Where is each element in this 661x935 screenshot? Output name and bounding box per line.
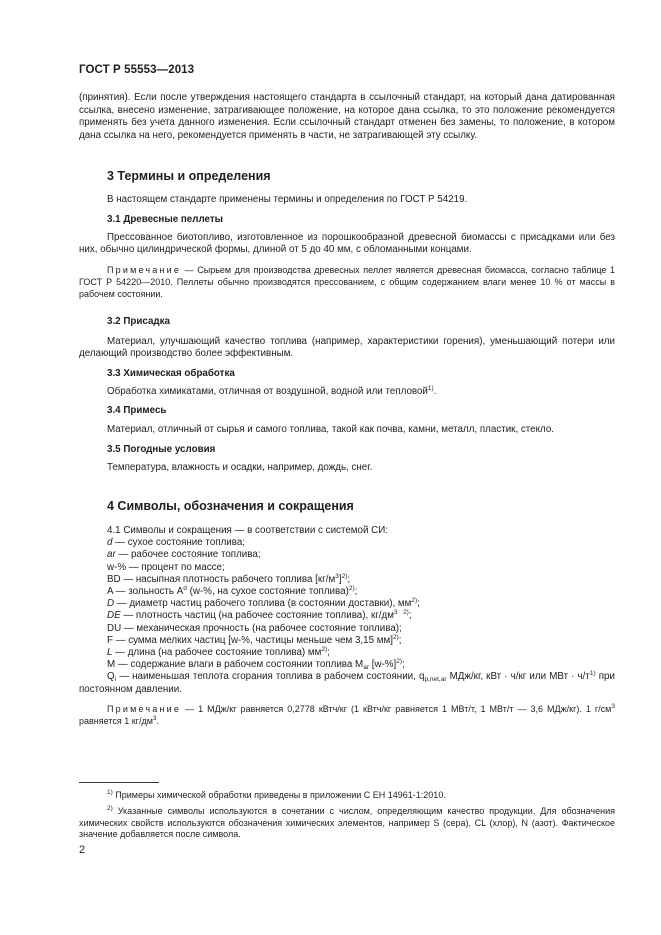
symbol-Q: $Q_i$ — наименьшая теплота сгорания топлива в рабочем состоянии, $q_{p,net,ar}$ МДж/кг, кВт · ч/кг или МВт · $ч/т^{1)}$ при постоянном давлении. [79, 670, 615, 695]
footnote-separator [79, 782, 159, 783]
section-4-note: Примечание — 1 МДж/кг равняется 0,2778 кВтч/кг (1 кВтч/кг равняется 1 МВт/т, 1 МВт/т — 3,6 МДж/кг). 1 $г/см^3$ равняется 1 $кг/дм^3$. [79, 702, 615, 726]
symbol-ar: ar — рабочее состояние топлива; [107, 549, 261, 561]
term-3-3-text: Обработка химикатами, отличная от воздушной, водной или тепловой [107, 385, 428, 397]
note-label: Примечание [107, 264, 182, 275]
footnote-2: $^{2)}$ Указанные символы используются в сочетании с числом, определяющим качество продукции. Для обозначения химических свойств используются обозначения химических элементов, например S (сера), CL (хлор), N (азот). Фактическое значение добавляется после символа. [79, 805, 615, 839]
symbol-a: A — зольность $A^d$ (w-%, на сухое состояние топлива)$^{2)}$; [107, 585, 358, 598]
term-3-4-heading: 3.4 Примесь [107, 405, 167, 416]
section-3-intro: В настоящем стандарте применены термины и определения по ГОСТ Р 54219. [107, 194, 468, 205]
section-4-heading: 4 Символы, обозначения и сокращения [107, 499, 354, 513]
symbol-DE: DE — плотность частиц (на рабочее состояние топлива), $кг/дм^3$ $^{2)}$; [107, 609, 412, 622]
term-3-5-heading: 3.5 Погодные условия [107, 443, 216, 455]
term-3-1-note [79, 264, 615, 300]
symbol-D: D — диаметр частиц рабочего топлива (в состоянии доставки), $мм^{2)}$; [107, 597, 420, 610]
term-3-1-heading: 3.1 Древесные пеллеты [107, 213, 224, 225]
page-content [79, 92, 615, 727]
symbol-d: d — сухое состояние топлива; [107, 537, 246, 549]
term-3-3-heading: 3.3 Химическая обработка [107, 367, 235, 379]
section-3-heading: 3 Термины и определения [107, 169, 271, 183]
note-label: Примечание [107, 703, 182, 714]
symbol-L: L — длина (на рабочее состояние топлива) $мм^{2)}$; [107, 646, 330, 659]
intro-paragraph: (принятия). Если после утверждения настоящего стандарта в ссылочный стандарт, на который дана датированная ссылка, внесено изменение, затрагивающее положение, на которое дана ссылка, то это положение рекомендуется применять без учета данного изменения. Если ссылочный стандарт отменен без замены, то положение, в котором дана ссылка на него, рекомендуется применять в части, не затрагивающей эту ссылку. [79, 92, 615, 141]
note-text: — Сырьем для производства древесных пеллет является древесная биомасса, согласно таблице 1 ГОСТ Р 54220—2010. Пеллеты обычно производятся прессованием, с общим содержанием влаги менее 10 % от массы в рабочем состоянии. [79, 264, 615, 299]
footnote-1: $^{1)}$ Примеры химической обработки приведены в приложении С ЕН 14961-1:2010. [107, 789, 446, 800]
symbol-w: w-% — процент по массе; [107, 561, 225, 573]
term-3-2-definition: Материал, улучшающий качество топлива (например, характеристики горения), уменьшающий потери или делающий производство более эффективным. [79, 335, 615, 359]
symbol-bd: BD — насыпная плотность рабочего топлива $[кг/м^3]^{2)}$; [107, 572, 351, 585]
symbols-intro: 4.1 Символы и сокращения — в соответствии с системой СИ: [107, 525, 388, 536]
footnote-ref-1: 1) [427, 384, 434, 392]
term-3-1-definition: Прессованное биотопливо, изготовленное из порошкообразной древесной биомассы с присадками или без них, обычно цилиндрической формы, длиной от 5 до 40 мм, с обломанными концами. [79, 231, 615, 255]
term-3-3-end: . [433, 385, 437, 397]
standard-code-header: ГОСТ Р 55553—2013 [79, 64, 195, 76]
term-3-4-definition: Материал, отличный от сырья и самого топлива, такой как почва, камни, металл, пластик, стекло. [107, 424, 555, 435]
symbol-F: F — сумма мелких частиц [w-%, частицы меньше чем 3,15 мм]$^{2)}$; [107, 633, 402, 646]
page-number: 2 [79, 844, 86, 856]
symbol-DU: DU — механическая прочность (на рабочее состояние топлива); [107, 622, 402, 634]
symbols-list [79, 525, 615, 696]
term-3-5-definition: Температура, влажность и осадки, например, дождь, снег. [107, 461, 373, 473]
term-3-2-heading: 3.2 Присадка [107, 315, 170, 327]
symbol-M: M — содержание влаги в рабочем состоянии топлива $M_{ar}$ $[w-\%]^{2)}$; [107, 658, 405, 672]
term-3-3-definition [79, 386, 615, 399]
